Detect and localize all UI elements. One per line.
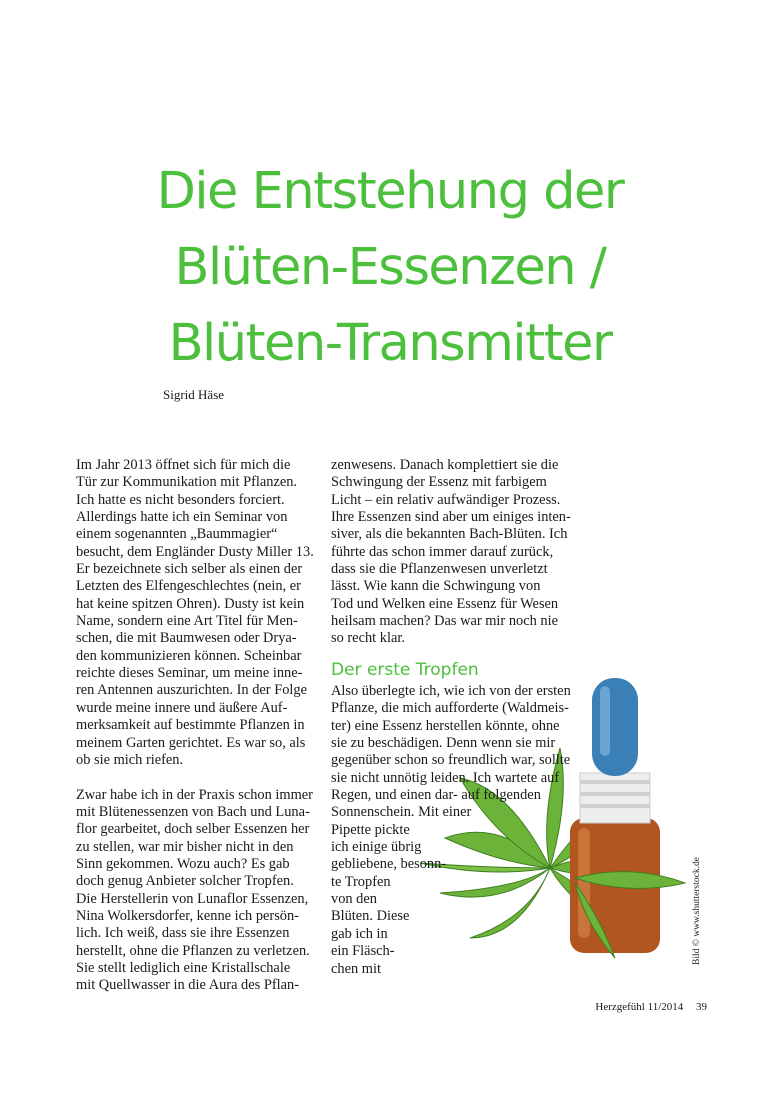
text-line: sie nicht unnötig leiden. Ich wartete auf xyxy=(331,769,560,786)
text-line: führte das schon immer darauf zurück, xyxy=(331,543,554,560)
text-line: den kommunizieren können. Scheinbar xyxy=(76,647,302,664)
text-line: Ich hatte es nicht besonders forciert. xyxy=(76,491,285,508)
text-line: Regen, und einen dar- auf folgenden xyxy=(331,787,541,804)
text-line: meinem Garten gerichtet. Es war so, als xyxy=(76,734,306,751)
text-line: Allerdings hatte ich ein Seminar von xyxy=(76,509,288,526)
text-line: ren Antennen auszurichten. In der Folge xyxy=(76,682,307,699)
text-line: Sinn gekommen. Wozu auch? Es gab xyxy=(76,855,290,872)
text-line: Also überlegte ich, wie ich von der ersten xyxy=(331,683,571,699)
title-line-2: Blüten-Essenzen / xyxy=(174,238,606,298)
text-line: Blüten. Diese xyxy=(331,908,410,925)
text-line: einem sogenannten „Baummagier“ xyxy=(76,526,278,543)
text-line: siver, als die bekannten Bach-Blüten. Ich xyxy=(331,526,568,543)
text-line: besucht, dem Engländer Dusty Miller 13. xyxy=(76,543,314,560)
text-line: merksamkeit auf bestimmte Pflanzen in xyxy=(76,717,305,734)
text-line: von den xyxy=(331,891,377,908)
text-line: chen mit xyxy=(331,960,381,977)
text-line: zenwesens. Danach komplettiert sie die xyxy=(331,457,559,473)
text-line: Sonnenschein. Mit einer xyxy=(331,804,472,821)
text-line: Er bezeichnete sich selber als einen der xyxy=(76,561,303,578)
text-line: lich. Ich weiß, dass sie ihre Essenzen xyxy=(76,925,290,942)
text-line: wurde meine innere und äußere Auf- xyxy=(76,699,288,716)
text-line: Tür zur Kommunikation mit Pflanzen. xyxy=(76,474,298,491)
title-line-1: Die Entstehung der xyxy=(156,162,624,222)
text-line: gegenüber schon so freundlich war, sollte xyxy=(331,752,571,769)
text-line: ich einige übrig xyxy=(331,839,422,856)
text-line: ein Fläsch- xyxy=(331,943,395,960)
text-line: Schwingung der Essenz mit farbigem xyxy=(331,474,547,491)
column-1-paragraph-1 xyxy=(76,457,314,769)
text-line: Die Herstellerin von Lunaflor Essenzen, xyxy=(76,890,309,907)
text-line: herstellt, ohne die Pflanzen zu verletzen. xyxy=(76,942,310,959)
text-line: reichte dieses Seminar, um meine inne- xyxy=(76,665,303,682)
text-line: so recht klar. xyxy=(331,630,405,647)
text-line: sie zu beschädigen. Denn wenn sie mir xyxy=(331,735,556,752)
section-subheading: Der erste Tropfen xyxy=(331,660,479,680)
text-line: te Tropfen xyxy=(331,873,391,890)
author-name: Sigrid Häse xyxy=(163,387,225,402)
text-line: mit Quellwasser in die Aura des Pflan- xyxy=(76,977,300,994)
article-title xyxy=(0,154,780,382)
text-line: Im Jahr 2013 öffnet sich für mich die xyxy=(76,457,291,473)
text-line: lässt. Wie kann die Schwingung von xyxy=(331,578,541,595)
text-line: mit Blütenessenzen von Bach und Luna- xyxy=(76,803,310,820)
text-line: Ihre Essenzen sind aber um einiges inten- xyxy=(331,509,571,526)
text-line: Pipette pickte xyxy=(331,821,410,838)
text-line: Tod und Welken eine Essenz für Wesen xyxy=(331,595,559,612)
text-line: Nina Wolkersdorfer, kenne ich persön- xyxy=(76,907,299,924)
dropper-bottle xyxy=(570,678,660,953)
text-line: ob sie mich riefen. xyxy=(76,751,184,768)
text-line: doch genug Anbieter solcher Tropfen. xyxy=(76,873,294,890)
text-line: zu stellen, war mir bisher nicht in den xyxy=(76,838,294,855)
column-2-paragraph-1 xyxy=(331,457,571,648)
text-line: heilsam machen? Das war mir noch nie xyxy=(331,613,558,630)
title-line-3: Blüten-Transmitter xyxy=(168,314,612,374)
text-line: Licht – ein relativ aufwändiger Prozess. xyxy=(331,491,561,508)
column-1-paragraph-2 xyxy=(76,787,314,995)
magazine-issue: Herzgefühl 11/2014 xyxy=(595,1001,684,1013)
text-line: gebliebene, besonn- xyxy=(331,856,447,873)
text-line: Zwar habe ich in der Praxis schon immer xyxy=(76,786,313,803)
text-line: Sie stellt lediglich eine Kristallschale xyxy=(76,959,291,976)
text-line: flor gearbeitet, doch selber Essenzen her xyxy=(76,821,310,838)
page-footer xyxy=(595,1001,707,1013)
column-2-paragraph-2 xyxy=(331,683,571,978)
text-line: Letzten des Elfengeschlechtes (nein, er xyxy=(76,578,301,595)
text-line: hat keine spitzen Ohren). Dusty ist kein xyxy=(76,595,305,612)
text-line: gab ich in xyxy=(331,925,388,942)
text-line: dass sie die Pflanzenwesen unverletzt xyxy=(331,561,548,578)
text-line: ter) eine Essenz herstellen könnte, ohne xyxy=(331,717,560,734)
column-2-continued xyxy=(331,683,571,978)
text-line: Pflanze, die mich aufforderte (Waldmeis- xyxy=(331,700,569,717)
image-credit: Bild © www.shutterstock.de xyxy=(692,857,702,965)
page-number: 39 xyxy=(696,1001,707,1013)
text-line: schen, die mit Baumwesen oder Drya- xyxy=(76,630,297,647)
column-2 xyxy=(331,457,571,648)
text-line: Name, sondern eine Art Titel für Men- xyxy=(76,613,298,630)
column-1 xyxy=(76,457,314,995)
